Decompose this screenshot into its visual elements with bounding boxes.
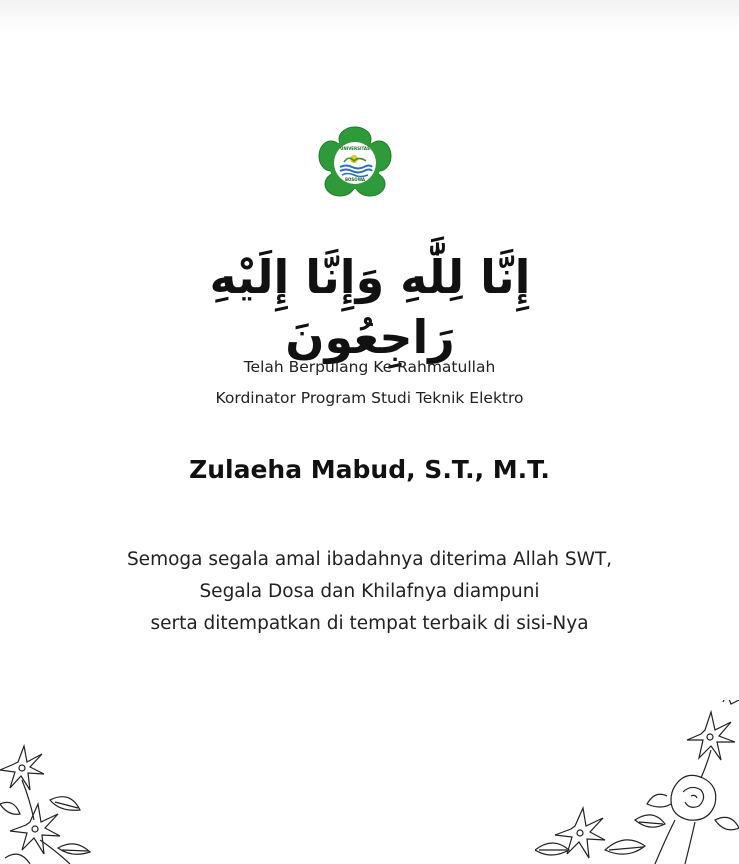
- prayer-line-2: Segala Dosa dan Khilafnya diampuni: [199, 581, 540, 602]
- arabic-verse: إِنَّا لِلَّٰهِ وَإِنَّا إِلَيْهِ رَاجِعُونَ: [209, 250, 531, 364]
- announcement-line-2: Kordinator Program Studi Teknik Elektro: [215, 389, 524, 407]
- logo-bottom-text: BOSOWA: [344, 177, 366, 182]
- prayer-line-3: serta ditempatkan di tempat terbaik di sisi-Nya: [150, 613, 589, 634]
- prayer-line-1: Semoga segala amal ibadahnya diterima Allah SWT,: [126, 549, 613, 570]
- deceased-name: Zulaeha Mabud, S.T., M.T.: [189, 455, 550, 484]
- flower-decoration-left-icon: [0, 740, 110, 864]
- logo-top-text: UNIVERSITAS: [340, 146, 370, 151]
- university-logo: [316, 125, 394, 199]
- announcement-line-1: Telah Berpulang Ke Rahmatullah: [243, 358, 496, 376]
- flower-decoration-right-icon: [535, 700, 739, 864]
